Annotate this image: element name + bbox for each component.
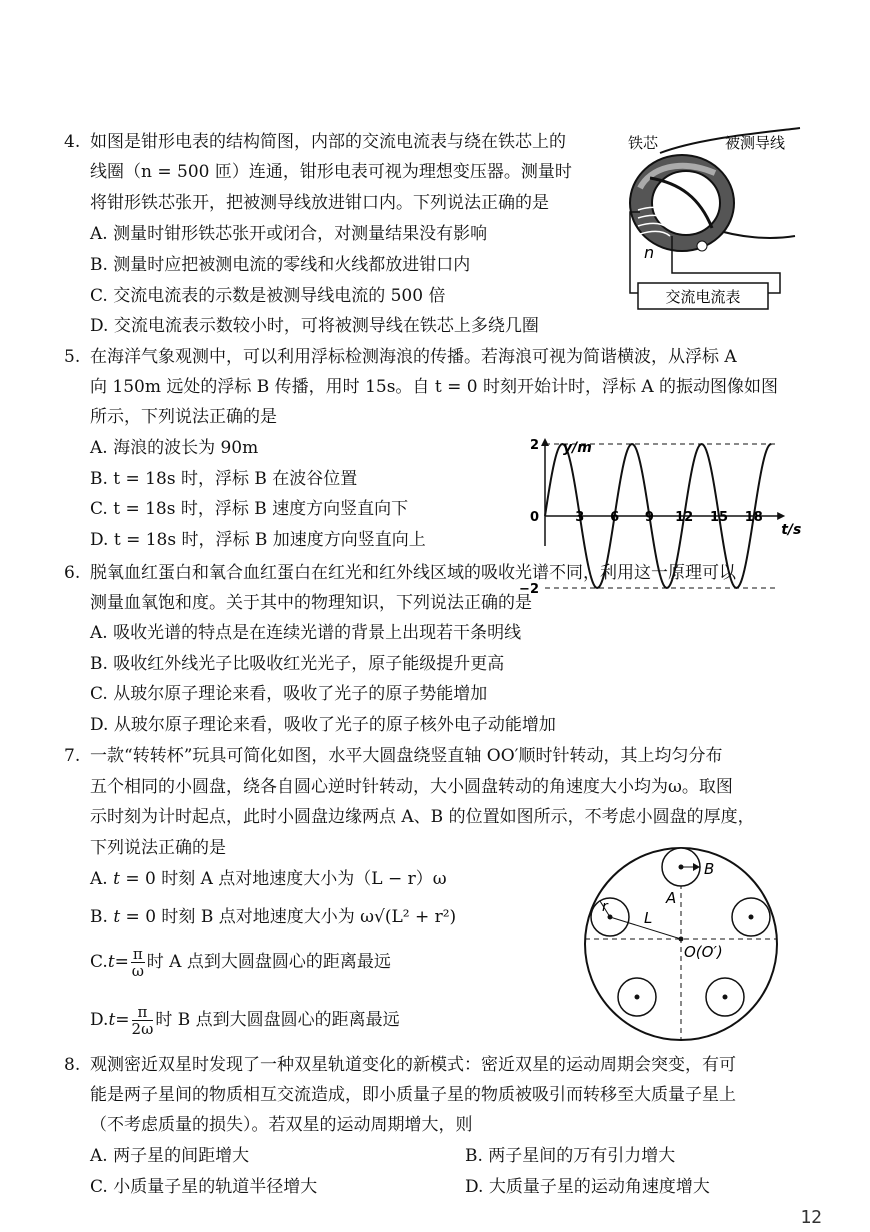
question-text-line: 五个相同的小圆盘，绕各自圆心逆时针转动，大小圆盘转动的角速度大小均为ω。取图 bbox=[90, 777, 733, 797]
label-r: r bbox=[602, 899, 608, 915]
label-a: A bbox=[666, 889, 677, 907]
label-l: L bbox=[644, 909, 653, 927]
question-text-line: 观测密近双星时发现了一种双星轨道变化的新模式：密近双星的运动周期会突变，有可 bbox=[90, 1055, 736, 1075]
x-tick-label: 9 bbox=[644, 510, 654, 525]
y-axis-arrow bbox=[541, 438, 549, 446]
question-text-line: 能是两子星间的物质相互交流造成，即小质量子星的物质被吸引而转移至大质量子星上 bbox=[90, 1085, 736, 1105]
y-tick-label: 0 bbox=[529, 510, 539, 525]
label-b: B bbox=[704, 860, 715, 878]
x-tick-label: 3 bbox=[575, 510, 585, 525]
option-a: A. t = 0 时刻 A 点对地速度大小为（L − r）ω bbox=[90, 869, 447, 889]
question-text-line: 在海洋气象观测中，可以利用浮标检测海浪的传播。若海浪可视为简谐横波，从浮标 A bbox=[90, 347, 737, 367]
wire-label: 被测导线 bbox=[725, 134, 786, 152]
question-text-line: 将钳形铁芯张开，把被测导线放进钳口内。下列说法正确的是 bbox=[90, 193, 549, 213]
rotating-cups-figure bbox=[582, 845, 780, 1043]
option-a: A. 两子星的间距增大 bbox=[90, 1146, 250, 1166]
question-text-line: 一款“转转杯”玩具可简化如图，水平大圆盘绕竖直轴 OO′顺时针转动，其上均匀分布 bbox=[90, 746, 723, 766]
question-number: 7. bbox=[64, 746, 81, 766]
core-label: 铁芯 bbox=[628, 134, 659, 152]
option-d: D. 从玻尔原子理论来看，吸收了光子的原子核外电子动能增加 bbox=[90, 715, 556, 735]
page-number: 12 bbox=[800, 1207, 822, 1228]
question-number: 5. bbox=[64, 347, 81, 367]
question-text-line: 向 150m 远处的浮标 B 传播，用时 15s。自 t = 0 时刻开始计时，浮标 A 的振动图像如图 bbox=[90, 377, 779, 397]
x-axis-label: t/s bbox=[781, 522, 802, 538]
label-o: O(O′) bbox=[684, 943, 723, 961]
question-text-line: 测量血氧饱和度。关于其中的物理知识，下列说法正确的是 bbox=[90, 593, 532, 613]
x-tick-label: 15 bbox=[709, 510, 729, 525]
option-b: B. 吸收红外线光子比吸收红光光子，原子能级提升更高 bbox=[90, 654, 505, 674]
x-tick-label: 6 bbox=[610, 510, 620, 525]
option-d: D. 大质量子星的运动角速度增大 bbox=[465, 1177, 710, 1197]
meter-label: 交流电流表 bbox=[665, 288, 741, 306]
question-text-line: （不考虑质量的损失）。若双星的运动周期增大，则 bbox=[90, 1115, 473, 1135]
option-c: C. t = 18s 时，浮标 B 速度方向竖直向下 bbox=[90, 499, 409, 519]
option-d: D. t = $\frac{\pi}{2\omega}$ 时 B 点到大圆盘圆心的距离最远 bbox=[90, 1002, 400, 1038]
question-text-line: 所示，下列说法正确的是 bbox=[90, 407, 277, 427]
question-text-line: 如图是钳形电表的结构简图，内部的交流电流表与绕在铁芯上的 bbox=[90, 132, 566, 152]
question-number: 6. bbox=[64, 563, 81, 583]
option-c: C. 交流电流表的示数是被测导线电流的 500 倍 bbox=[90, 286, 446, 306]
y-axis-label: y/m bbox=[563, 440, 592, 456]
y-tick-label: −2 bbox=[519, 582, 539, 597]
option-a: A. 海浪的波长为 90m bbox=[90, 438, 259, 458]
option-a: A. 测量时钳形铁芯张开或闭合，对测量结果没有影响 bbox=[90, 224, 488, 244]
question-number: 8. bbox=[64, 1055, 81, 1075]
option-b: B. t = 0 时刻 B 点对地速度大小为 ω√(L² + r²) bbox=[90, 907, 457, 927]
coil-label: n bbox=[644, 243, 655, 262]
question-text-line: 线圈（n = 500 匝）连通，钳形电表可视为理想变压器。测量时 bbox=[90, 162, 572, 182]
option-c: C. 小质量子星的轨道半径增大 bbox=[90, 1177, 318, 1197]
x-tick-label: 18 bbox=[744, 510, 763, 525]
question-text-line: 示时刻为计时起点，此时小圆盘边缘两点 A、B 的位置如图所示，不考虑小圆盘的厚度， bbox=[90, 807, 755, 827]
option-b: B. 两子星间的万有引力增大 bbox=[465, 1146, 676, 1166]
option-c: C. 从玻尔原子理论来看，吸收了光子的原子势能增加 bbox=[90, 684, 488, 704]
y-tick-label: 2 bbox=[529, 438, 539, 453]
option-b: B. 测量时应把被测电流的零线和火线都放进钳口内 bbox=[90, 255, 471, 275]
fraction: $\frac{\pi}{\omega}$ bbox=[131, 944, 144, 980]
option-a: A. 吸收光谱的特点是在连续光谱的背景上出现若干条明线 bbox=[90, 623, 522, 643]
option-d: D. 交流电流表示数较小时，可将被测导线在铁芯上多绕几圈 bbox=[90, 316, 539, 336]
option-d: D. t = 18s 时，浮标 B 加速度方向竖直向上 bbox=[90, 530, 426, 550]
option-b: B. t = 18s 时，浮标 B 在波谷位置 bbox=[90, 469, 358, 489]
fraction: $\frac{\pi}{2\omega}$ bbox=[131, 1002, 154, 1038]
clamp-meter-figure bbox=[620, 128, 800, 313]
question-number: 4. bbox=[64, 132, 81, 152]
question-text-line: 下列说法正确的是 bbox=[90, 838, 226, 858]
x-axis-arrow bbox=[777, 512, 785, 520]
question-text-line: 脱氧血红蛋白和氧合血红蛋白在红光和红外线区域的吸收光谱不同，利用这一原理可以 bbox=[90, 563, 736, 583]
vibration-chart bbox=[519, 436, 802, 597]
x-tick-label: 12 bbox=[675, 510, 694, 525]
option-c: C. t = $\frac{\pi}{\omega}$ 时 A 点到大圆盘圆心的距离最远 bbox=[90, 944, 391, 980]
